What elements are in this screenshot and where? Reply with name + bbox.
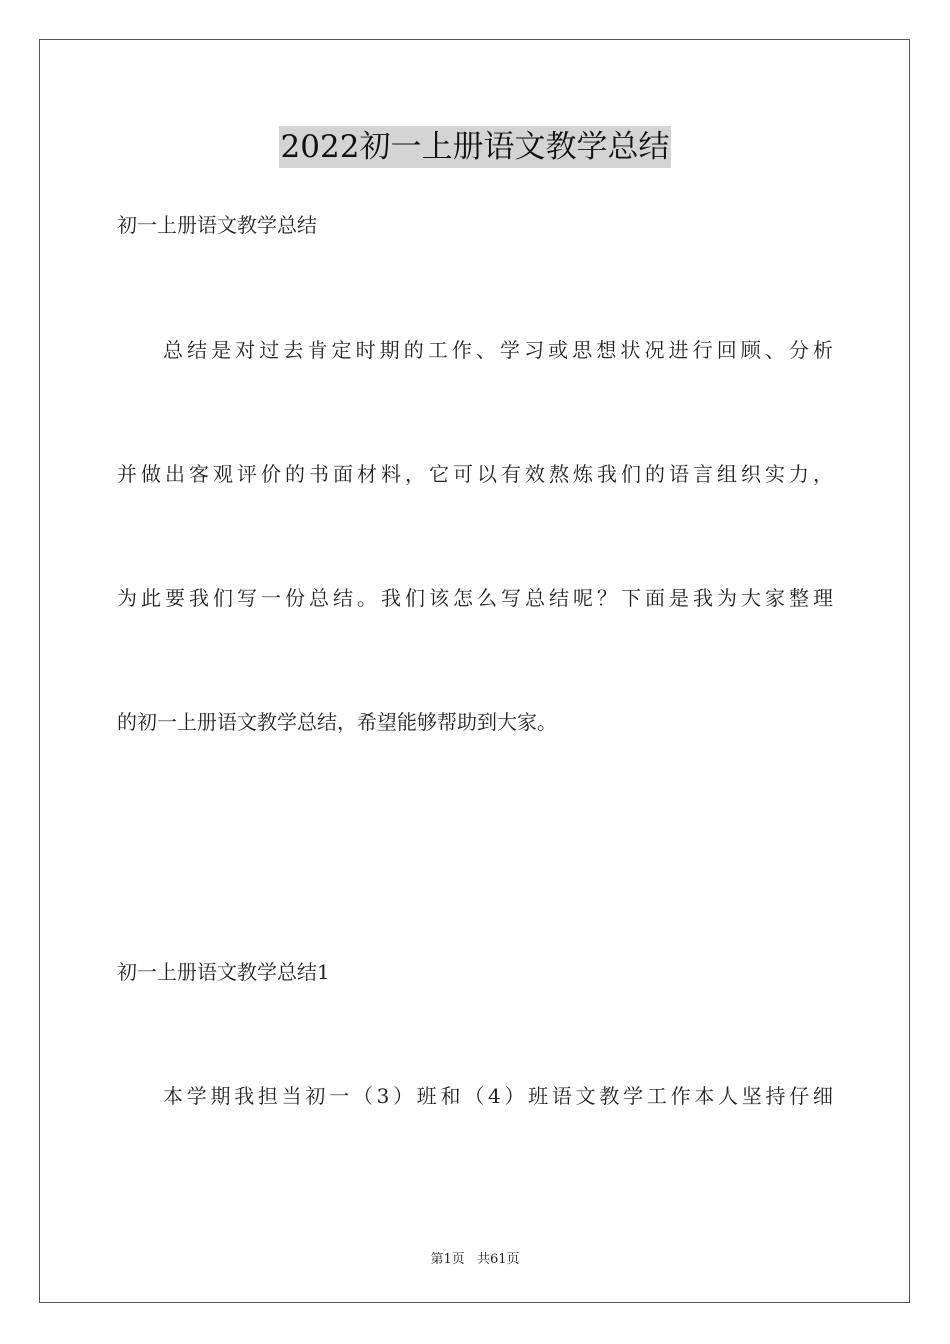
paragraph-line: 总结是对过去肯定时期的工作、学习或思想状况进行回顾、分析	[163, 338, 833, 362]
page-footer	[0, 1248, 950, 1267]
title-container	[0, 126, 950, 168]
subtitle-line: 初一上册语文教学总结	[117, 213, 317, 237]
paragraph-line: 的初一上册语文教学总结，希望能够帮助到大家。	[117, 710, 557, 734]
paragraph-line: 为此要我们写一份总结。我们该怎么写总结呢？下面是我为大家整理	[117, 586, 833, 610]
page-number: 第1页	[430, 1252, 465, 1267]
page-total: 共61页	[476, 1252, 520, 1267]
paragraph-line: 本学期我担当初一（3）班和（4）班语文教学工作本人坚持仔细	[163, 1084, 833, 1108]
document-title: 2022初一上册语文教学总结	[279, 126, 672, 168]
paragraph-line: 并做出客观评价的书面材料，它可以有效熬炼我们的语言组织实力，	[117, 462, 833, 486]
section-heading: 初一上册语文教学总结1	[117, 960, 330, 984]
